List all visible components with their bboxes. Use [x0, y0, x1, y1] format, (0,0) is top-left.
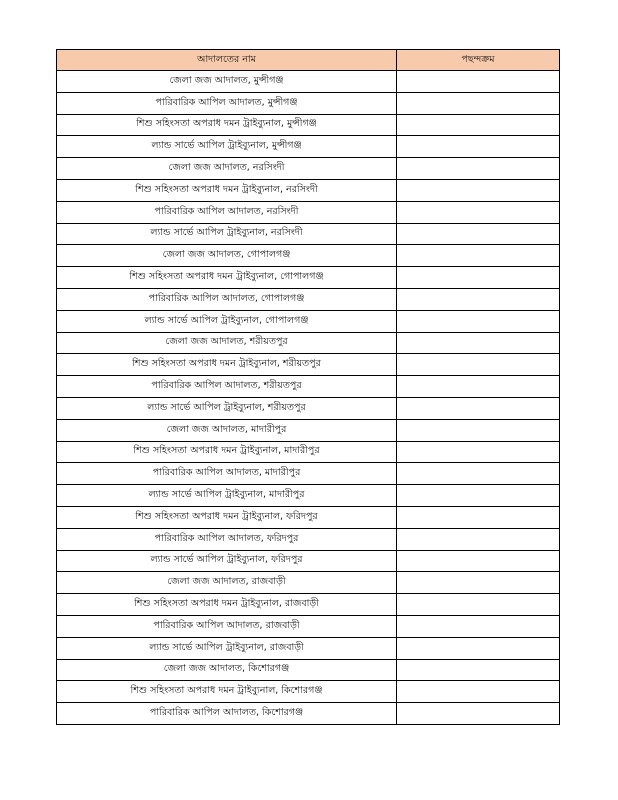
- preference-cell[interactable]: [397, 114, 560, 136]
- court-name-cell: জেলা জজ আদালত, মুন্সীগঞ্জ: [57, 71, 397, 93]
- court-name-cell: জেলা জজ আদালত, নরসিংদী: [57, 158, 397, 180]
- court-name-cell: পারিবারিক আপিল আদালত, নরসিংদী: [57, 201, 397, 223]
- court-name-cell: শিশু সহিংসতা অপরাধ দমন ট্রাইব্যুনাল, শরীয়তপুর: [57, 354, 397, 376]
- table-row: [57, 441, 560, 463]
- preference-cell[interactable]: [397, 179, 560, 201]
- preference-cell[interactable]: [397, 506, 560, 528]
- court-name-cell: ল্যান্ড সার্ভে আপিল ট্রাইব্যুনাল, মুন্সীগঞ্জ: [57, 136, 397, 158]
- table-row: [57, 201, 560, 223]
- table-row: [57, 506, 560, 528]
- table-row: [57, 223, 560, 245]
- table-row: [57, 332, 560, 354]
- preference-cell[interactable]: [397, 637, 560, 659]
- court-name-cell: শিশু সহিংসতা অপরাধ দমন ট্রাইব্যুনাল, গোপালগঞ্জ: [57, 267, 397, 289]
- preference-cell[interactable]: [397, 615, 560, 637]
- table-row: [57, 703, 560, 725]
- preference-cell[interactable]: [397, 288, 560, 310]
- table-row: [57, 397, 560, 419]
- court-name-cell: শিশু সহিংসতা অপরাধ দমন ট্রাইব্যুনাল, রাজবাড়ী: [57, 594, 397, 616]
- table-row: [57, 136, 560, 158]
- court-name-cell: জেলা জজ আদালত, গোপালগঞ্জ: [57, 245, 397, 267]
- court-name-cell: শিশু সহিংসতা অপরাধ দমন ট্রাইব্যুনাল, মুন্সীগঞ্জ: [57, 114, 397, 136]
- table-row: [57, 310, 560, 332]
- preference-cell[interactable]: [397, 332, 560, 354]
- column-header-court-name: আদালতের নাম: [57, 50, 397, 71]
- table-row: [57, 158, 560, 180]
- court-name-cell: জেলা জজ আদালত, কিশোরগঞ্জ: [57, 659, 397, 681]
- table-row: [57, 463, 560, 485]
- court-name-cell: শিশু সহিংসতা অপরাধ দমন ট্রাইব্যুনাল, নরসিংদী: [57, 179, 397, 201]
- court-name-cell: জেলা জজ আদালত, মাদারীপুর: [57, 419, 397, 441]
- table-row: [57, 92, 560, 114]
- table-row: [57, 267, 560, 289]
- court-name-cell: ল্যান্ড সার্ভে আপিল ট্রাইব্যুনাল, ফরিদপুর: [57, 550, 397, 572]
- preference-cell[interactable]: [397, 201, 560, 223]
- preference-cell[interactable]: [397, 419, 560, 441]
- court-name-cell: ল্যান্ড সার্ভে আপিল ট্রাইব্যুনাল, মাদারীপুর: [57, 485, 397, 507]
- court-name-cell: পারিবারিক আপিল আদালত, কিশোরগঞ্জ: [57, 703, 397, 725]
- preference-cell[interactable]: [397, 92, 560, 114]
- preference-cell[interactable]: [397, 550, 560, 572]
- preference-cell[interactable]: [397, 267, 560, 289]
- table-body: [57, 71, 560, 725]
- court-name-cell: পারিবারিক আপিল আদালত, শরীয়তপুর: [57, 376, 397, 398]
- table-row: [57, 114, 560, 136]
- preference-cell[interactable]: [397, 485, 560, 507]
- preference-cell[interactable]: [397, 376, 560, 398]
- table-row: [57, 485, 560, 507]
- column-header-preference: পছন্দক্রম: [397, 50, 560, 71]
- table-row: [57, 376, 560, 398]
- court-name-cell: ল্যান্ড সার্ভে আপিল ট্রাইব্যুনাল, গোপালগঞ্জ: [57, 310, 397, 332]
- table-row: [57, 681, 560, 703]
- preference-cell[interactable]: [397, 572, 560, 594]
- preference-cell[interactable]: [397, 354, 560, 376]
- court-name-cell: পারিবারিক আপিল আদালত, মাদারীপুর: [57, 463, 397, 485]
- table-header-row: [57, 50, 560, 71]
- court-name-cell: শিশু সহিংসতা অপরাধ দমন ট্রাইব্যুনাল, মাদারীপুর: [57, 441, 397, 463]
- preference-cell[interactable]: [397, 659, 560, 681]
- preference-cell[interactable]: [397, 681, 560, 703]
- table-row: [57, 179, 560, 201]
- court-name-cell: ল্যান্ড সার্ভে আপিল ট্রাইব্যুনাল, শরীয়তপুর: [57, 397, 397, 419]
- preference-cell[interactable]: [397, 245, 560, 267]
- preference-cell[interactable]: [397, 463, 560, 485]
- table-row: [57, 594, 560, 616]
- preference-cell[interactable]: [397, 397, 560, 419]
- preference-cell[interactable]: [397, 136, 560, 158]
- preference-cell[interactable]: [397, 158, 560, 180]
- preference-cell[interactable]: [397, 528, 560, 550]
- preference-cell[interactable]: [397, 594, 560, 616]
- court-name-cell: পারিবারিক আপিল আদালত, রাজবাড়ী: [57, 615, 397, 637]
- court-name-cell: পারিবারিক আপিল আদালত, মুন্সীগঞ্জ: [57, 92, 397, 114]
- court-name-cell: শিশু সহিংসতা অপরাধ দমন ট্রাইব্যুনাল, ফরিদপুর: [57, 506, 397, 528]
- table-row: [57, 419, 560, 441]
- table-row: [57, 71, 560, 93]
- court-name-cell: ল্যান্ড সার্ভে আপিল ট্রাইব্যুনাল, রাজবাড়ী: [57, 637, 397, 659]
- table-row: [57, 245, 560, 267]
- court-name-cell: জেলা জজ আদালত, রাজবাড়ী: [57, 572, 397, 594]
- table-row: [57, 615, 560, 637]
- table-row: [57, 550, 560, 572]
- court-name-cell: ল্যান্ড সার্ভে আপিল ট্রাইব্যুনাল, নরসিংদী: [57, 223, 397, 245]
- preference-cell[interactable]: [397, 71, 560, 93]
- table-row: [57, 659, 560, 681]
- preference-cell[interactable]: [397, 703, 560, 725]
- court-preference-table: [56, 49, 560, 725]
- table-row: [57, 637, 560, 659]
- table-row: [57, 572, 560, 594]
- court-name-cell: জেলা জজ আদালত, শরীয়তপুর: [57, 332, 397, 354]
- table-row: [57, 288, 560, 310]
- court-name-cell: শিশু সহিংসতা অপরাধ দমন ট্রাইব্যুনাল, কিশোরগঞ্জ: [57, 681, 397, 703]
- preference-cell[interactable]: [397, 441, 560, 463]
- court-name-cell: পারিবারিক আপিল আদালত, গোপালগঞ্জ: [57, 288, 397, 310]
- court-name-cell: পারিবারিক আপিল আদালত, ফরিদপুর: [57, 528, 397, 550]
- table-row: [57, 528, 560, 550]
- table-row: [57, 354, 560, 376]
- preference-cell[interactable]: [397, 223, 560, 245]
- preference-cell[interactable]: [397, 310, 560, 332]
